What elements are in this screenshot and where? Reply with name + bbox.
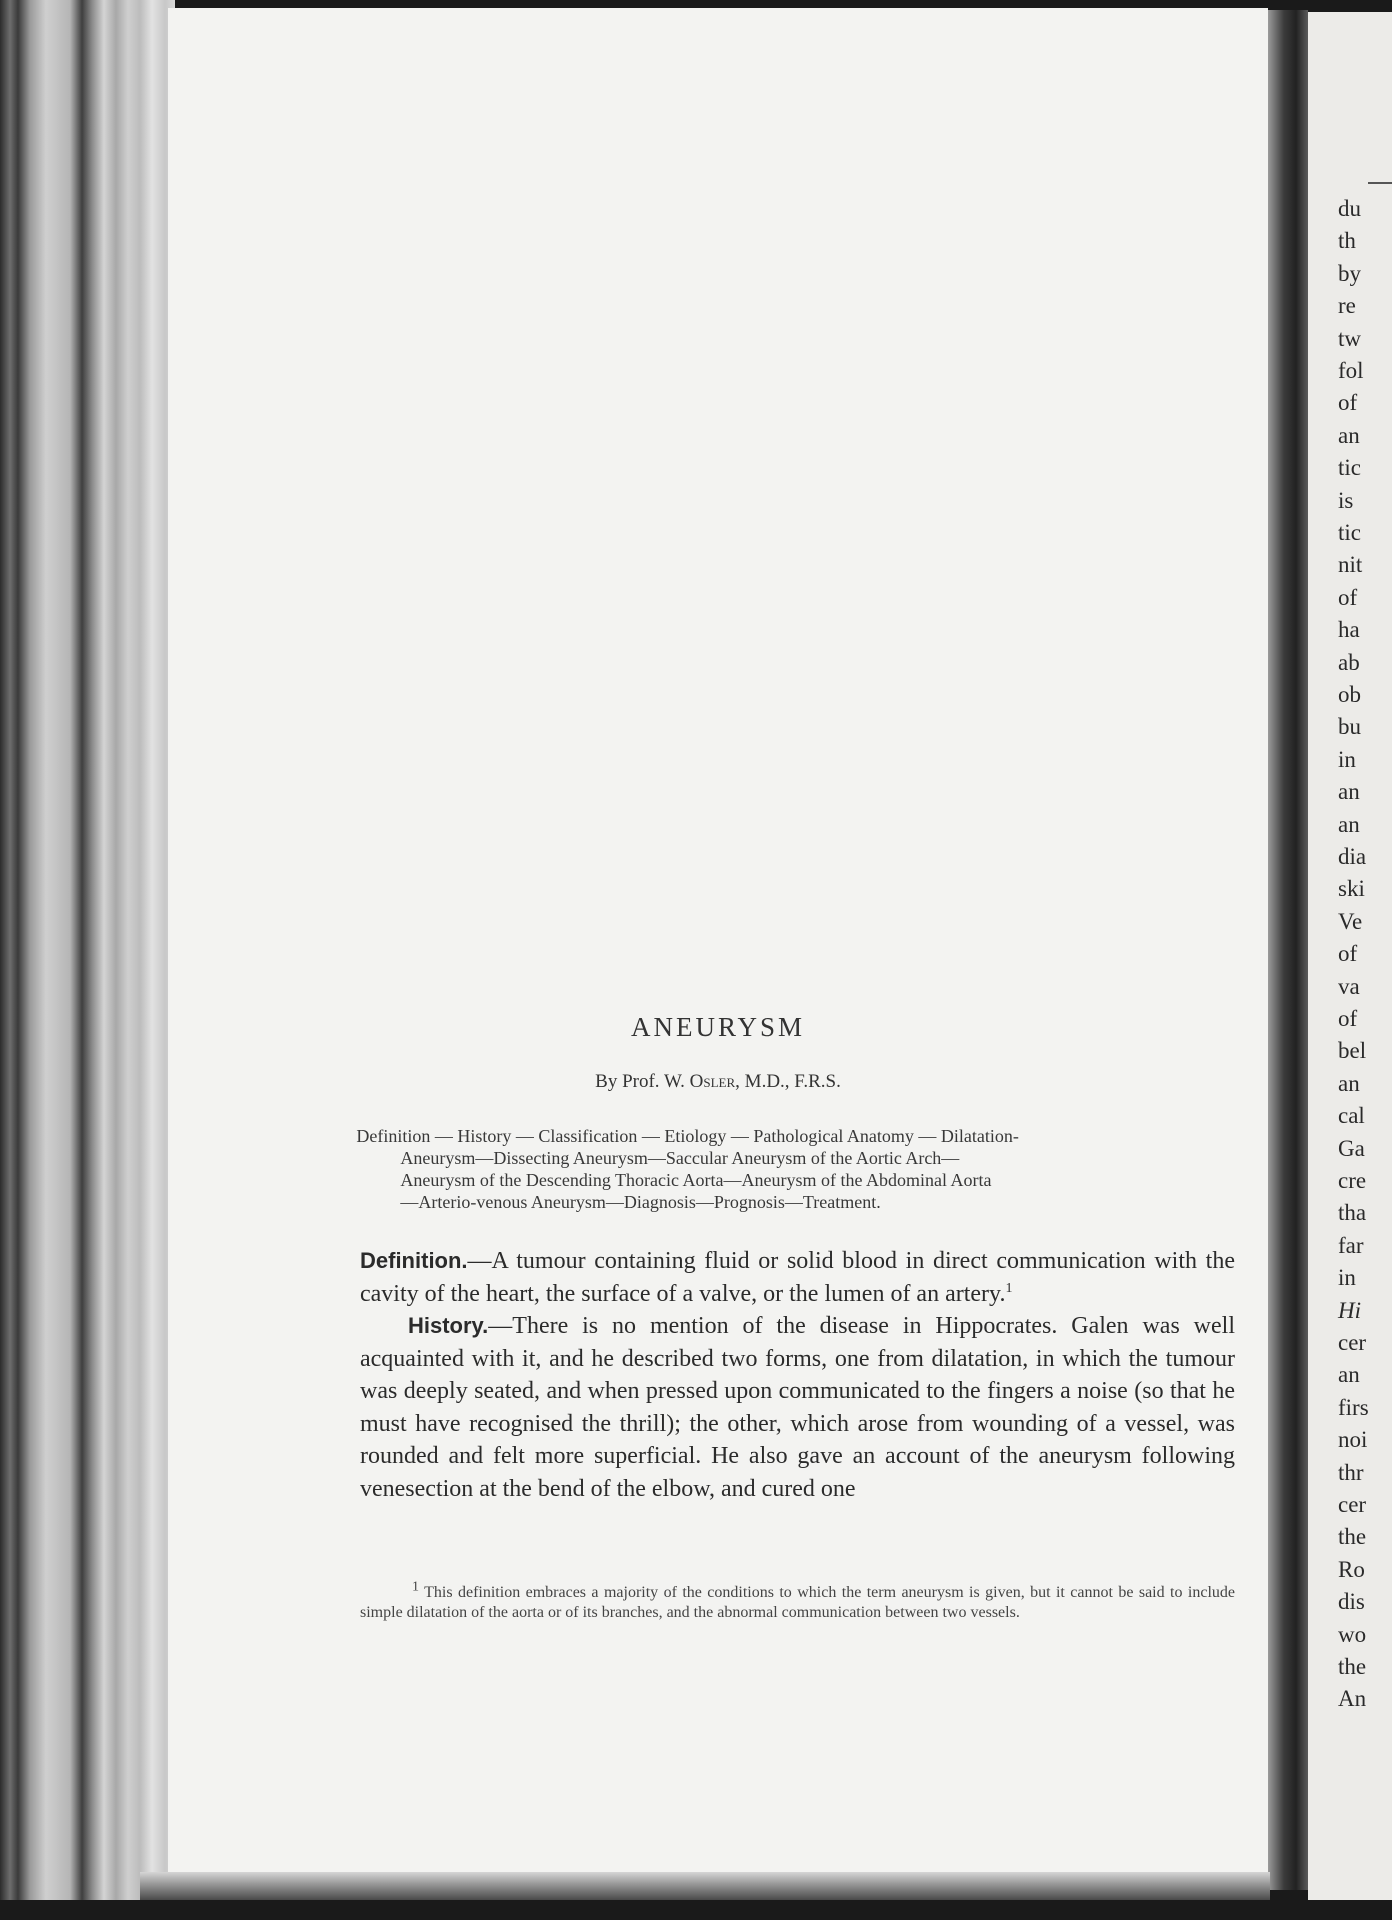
contents-line: —Arterio-venous Aneurysm—Diagnosis—Prognosis—Treatment. xyxy=(400,1192,881,1212)
right-page-fragment-line: by xyxy=(1338,260,1361,286)
right-page-fragment-line: of xyxy=(1338,1006,1358,1031)
right-page-fragment-line: Ro xyxy=(1338,1556,1365,1582)
right-page-fragment-line: tic xyxy=(1338,520,1361,545)
footnote xyxy=(360,1579,1235,1623)
right-page-fragment-line: an xyxy=(1338,1070,1360,1096)
right-page-fragment-line: nit xyxy=(1338,552,1363,578)
author-name: Osler xyxy=(689,1071,736,1092)
body-text xyxy=(360,1245,1235,1505)
right-page-fragment-line: bel xyxy=(1338,1038,1367,1064)
right-page-fragment-line: an xyxy=(1338,779,1360,805)
right-page-fragment-line: noi xyxy=(1338,1427,1368,1453)
right-page-fragment-line: fol xyxy=(1338,358,1364,383)
right-page-fragment-line: dis xyxy=(1338,1589,1365,1615)
history-heading: History. xyxy=(408,1313,489,1338)
right-page-fragment-line: ab xyxy=(1338,649,1360,675)
book-bottom-edge xyxy=(140,1872,1270,1900)
right-page-fragment-line: in xyxy=(1338,746,1356,772)
right-page-fragment xyxy=(1308,12,1392,1900)
right-page-fragment-line: tic xyxy=(1338,455,1361,481)
right-page-fragment-line: tha xyxy=(1338,1200,1367,1226)
footnote-reference: 1 xyxy=(1005,1280,1013,1296)
contents-line: Aneurysm—Dissecting Aneurysm—Saccular Aneurysm of the Aortic Arch— xyxy=(400,1148,960,1168)
definition-heading: Definition. xyxy=(360,1248,468,1273)
definition-paragraph xyxy=(360,1245,1235,1310)
history-paragraph xyxy=(360,1310,1235,1505)
footnote-number: 1 xyxy=(412,1579,419,1595)
definition-text: —A tumour containing fluid or solid blood in direct communication with the cavity of the heart, the surface of a valve, or the lumen of an artery. xyxy=(360,1248,1235,1307)
chapter-title: ANEURYSM xyxy=(630,1012,806,1042)
right-page-fragment-line: bu xyxy=(1338,714,1361,740)
right-page-fragment-line: re xyxy=(1338,293,1356,319)
right-page-fragment-line: du xyxy=(1338,196,1361,221)
author-byline xyxy=(168,1071,1268,1093)
right-page-fragment-line: wo xyxy=(1338,1621,1367,1647)
right-page-fragment-line: Ve xyxy=(1338,908,1363,934)
right-page-fragment-line: tw xyxy=(1338,325,1361,351)
scan-bottom-border xyxy=(0,1900,1392,1920)
right-page-fragment-line: Hi xyxy=(1338,1297,1361,1323)
right-page-fragment-line: the xyxy=(1338,1654,1367,1679)
right-page-fragment-line: thr xyxy=(1338,1459,1364,1485)
right-page-fragment-line: in xyxy=(1338,1265,1356,1291)
right-page-fragment-line: is xyxy=(1338,487,1354,513)
right-page-fragment-line: the xyxy=(1338,1524,1367,1550)
right-page-fragment-line: cer xyxy=(1338,1330,1367,1355)
right-page-fragment-line: th xyxy=(1338,228,1356,254)
right-page-fragment-line: Ga xyxy=(1338,1135,1365,1161)
right-page-fragment-line: cer xyxy=(1338,1492,1367,1517)
byline-prefix: By Prof. W. xyxy=(595,1071,690,1092)
right-page-fragment-line: va xyxy=(1338,973,1360,999)
right-page-rule xyxy=(1368,182,1392,184)
book-gutter xyxy=(1268,10,1308,1890)
right-page-fragment-line: ob xyxy=(1338,682,1361,707)
book-page-edges xyxy=(0,0,175,1920)
right-page-fragment-line: an xyxy=(1338,1362,1360,1388)
right-page-fragment-line: of xyxy=(1338,390,1358,416)
right-page-fragment-line: of xyxy=(1338,584,1358,610)
footnote-text: This definition embraces a majority of the conditions to which the term aneurysm is given, but it cannot be said to include simple dilatation of the aorta or of its branches, and the abnormal communication between two vessels. xyxy=(360,1584,1235,1621)
right-page-fragment-line: of xyxy=(1338,941,1358,967)
right-page-fragment-line: cre xyxy=(1338,1168,1367,1193)
right-page-fragment-line: ski xyxy=(1338,876,1365,902)
byline-suffix: , M.D., F.R.S. xyxy=(735,1071,841,1092)
right-page-fragment-line: cal xyxy=(1338,1103,1365,1129)
right-page-fragment-line: ha xyxy=(1338,617,1360,643)
right-page-fragment-line: an xyxy=(1338,422,1360,448)
right-page-fragment-line: far xyxy=(1338,1232,1364,1258)
right-page-fragment-line: dia xyxy=(1338,844,1367,869)
history-text: —There is no mention of the disease in Hippocrates. Galen was well acquainted with it, and he described two forms, one from dilatation, in which the tumour was deeply seated, and when pressed upon communicated to the fingers a noise (so that he must have recognised the thrill); the other, which arose from wounding of a vessel, was rounded and felt more superficial. He also gave an account of the aneurysm following venesection at the bend of the elbow, and cured one xyxy=(360,1313,1235,1502)
right-page-fragment-line: firs xyxy=(1338,1394,1369,1420)
chapter-contents xyxy=(356,1125,1235,1213)
contents-line: Definition — History — Classification — Etiology — Pathological Anatomy — Dilatation- xyxy=(356,1126,1019,1146)
right-page-fragment-line: An xyxy=(1338,1686,1367,1712)
right-page-fragment-line: an xyxy=(1338,811,1360,837)
contents-line: Aneurysm of the Descending Thoracic Aorta—Aneurysm of the Abdominal Aorta xyxy=(400,1170,992,1190)
